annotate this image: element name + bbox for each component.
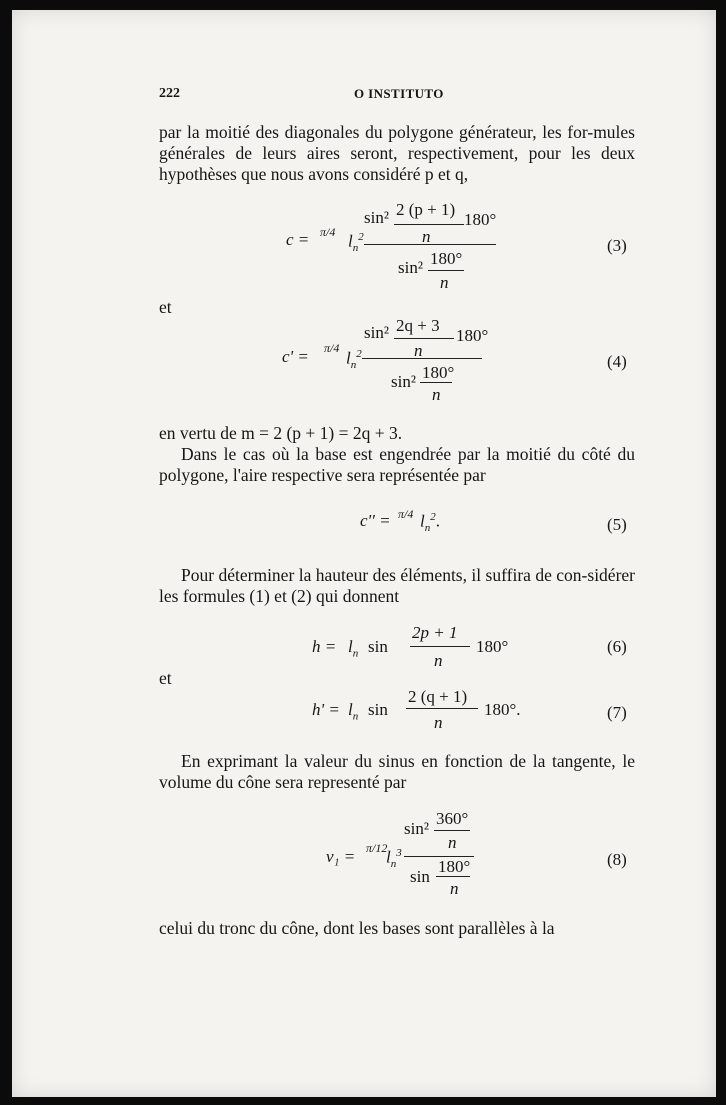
eq5-tail: .	[435, 511, 440, 531]
eq3-var: l	[348, 231, 353, 251]
eq7-number: (7)	[607, 703, 627, 722]
eq8-coef: π/12	[366, 841, 388, 855]
eq8-num-arg: 360°	[436, 809, 469, 828]
eq3-lhs: c =	[286, 230, 310, 249]
paragraph-3: Dans le cas où la base est engendrée par la moitié du côté du polygone, l'aire respective sera représentée par	[159, 444, 635, 485]
eq6-lhs: h =	[312, 637, 337, 656]
eq7-lhs: h' =	[312, 700, 340, 719]
eq7-tail: 180°.	[484, 700, 521, 719]
eq8-den-fn: sin	[410, 867, 430, 886]
eq6-var: l	[348, 637, 353, 656]
eq6-den: n	[434, 651, 443, 670]
paragraph-4: Pour déterminer la hauteur des éléments, il suffira de con-sidérer les formules (1) et (2) qui donnent	[159, 565, 635, 606]
eq8-sup: 3	[396, 847, 402, 859]
eq4-coef: π/4	[324, 341, 340, 355]
eq8-lhs: v₁ =	[326, 847, 356, 866]
eq5-var: l	[420, 511, 425, 531]
eq4-num-tail: 180°	[456, 326, 489, 345]
eq3-num-arg: 2 (p + 1)	[396, 200, 456, 219]
eq8-num-fn: sin²	[404, 819, 429, 838]
eq7-den: n	[434, 713, 443, 732]
paragraph-6: celui du tronc du cône, dont les bases sont parallèles à la	[159, 918, 555, 938]
eq7-fn: sin	[368, 700, 388, 719]
eq6-number: (6)	[607, 637, 627, 656]
eq3-den-arg: 180°	[430, 249, 463, 268]
eq4-sub: n	[350, 359, 357, 372]
eq6-tail: 180°	[476, 637, 509, 656]
eq4-num-arg: 2q + 3	[396, 316, 440, 335]
eq3-num-fn: sin²	[364, 208, 389, 227]
eq6-arg: 2p + 1	[412, 623, 458, 642]
eq4-num-fn: sin²	[364, 323, 389, 342]
eq3-den-fn: sin²	[398, 258, 423, 277]
eq8-den-arg: 180°	[438, 857, 471, 876]
paragraph-1: par la moitié des diagonales du polygone générateur, les for-mules générales de leurs aires seront, respectivement, pour les deux hypothèses que nous avons considéré p et q,	[159, 122, 635, 184]
eq5-sup: 2	[430, 511, 436, 523]
eq6-fn: sin	[368, 637, 388, 656]
eq4-sup: 2	[356, 348, 362, 360]
eq4-number: (4)	[607, 352, 627, 371]
eq3-num-tail: 180°	[464, 210, 497, 229]
page-header	[159, 86, 635, 106]
eq5-number: (5)	[607, 515, 627, 534]
page-number: 222	[159, 86, 180, 101]
eq3-coef: π/4	[320, 225, 336, 239]
eq8-num-den: n	[448, 833, 457, 852]
eq4-num-den: n	[414, 341, 423, 360]
eq8-den-den: n	[450, 879, 459, 898]
eq4-den-arg: 180°	[422, 363, 455, 382]
eq5-sub: n	[424, 522, 431, 535]
eq5-coef: π/4	[398, 507, 414, 521]
eq4-var: l	[346, 348, 351, 368]
eq4-lhs: c' =	[282, 347, 309, 366]
connector-et-1: et	[159, 297, 172, 317]
eq4-den-fn: sin²	[391, 372, 416, 391]
paragraph-5: En exprimant la valeur du sinus en fonction de la tangente, le volume du cône sera representé par	[159, 751, 635, 792]
connector-et-2: et	[159, 668, 172, 688]
eq8-number: (8)	[607, 850, 627, 869]
paragraph-2: en vertu de m = 2 (p + 1) = 2q + 3.	[159, 423, 403, 443]
running-title: O INSTITUTO	[354, 86, 444, 101]
eq3-sup: 2	[358, 231, 364, 243]
eq3-num-den: n	[422, 227, 431, 246]
eq8-var: l	[386, 847, 391, 867]
eq8-sub: n	[390, 858, 397, 871]
eq3-den-den: n	[440, 273, 449, 292]
eq3-sub: n	[352, 242, 359, 255]
eq7-arg: 2 (q + 1)	[408, 687, 468, 706]
eq4-den-den: n	[432, 385, 441, 404]
eq7-var: l	[348, 700, 353, 719]
eq5-lhs: c'' =	[360, 511, 391, 530]
eq7-sub: n	[352, 710, 359, 723]
eq3-number: (3)	[607, 236, 627, 255]
eq6-sub: n	[352, 647, 359, 660]
